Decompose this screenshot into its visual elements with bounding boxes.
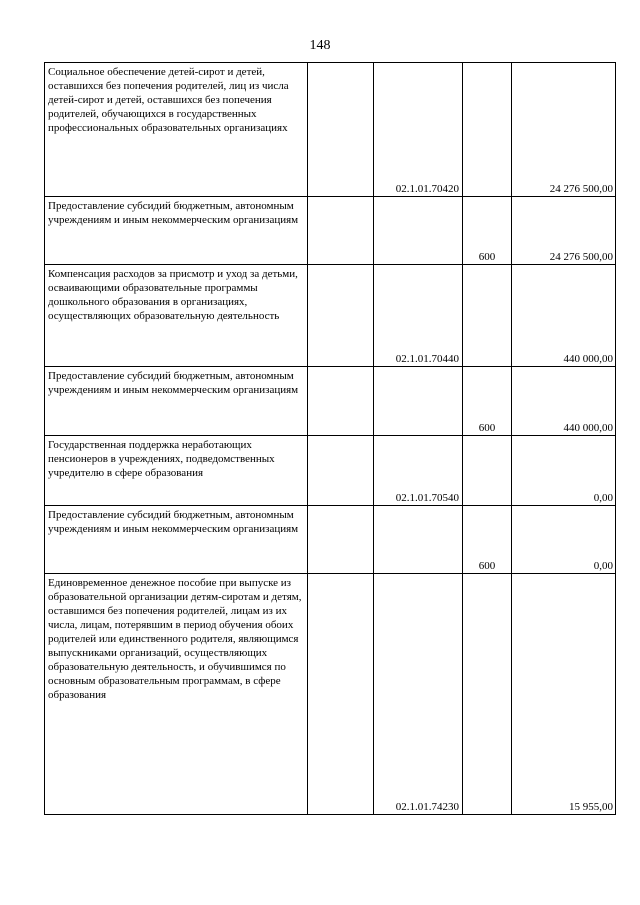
- row-amount: 0,00: [512, 506, 616, 574]
- budget-table: [44, 62, 616, 815]
- row-empty-cell: [308, 265, 374, 367]
- row-expense-type: 600: [463, 506, 512, 574]
- row-empty-cell: [308, 367, 374, 436]
- row-target-code: 02.1.01.70440: [374, 265, 463, 367]
- row-description: Предоставление субсидий бюджетным, автономным учреждениям и иным некоммерческим организациям: [45, 367, 308, 436]
- row-empty-cell: [308, 197, 374, 265]
- row-empty-cell: [308, 436, 374, 506]
- row-description: Предоставление субсидий бюджетным, автономным учреждениям и иным некоммерческим организациям: [45, 197, 308, 265]
- row-expense-type: 600: [463, 197, 512, 265]
- row-amount: 440 000,00: [512, 367, 616, 436]
- row-empty-cell: [308, 63, 374, 197]
- table-row: [45, 63, 616, 197]
- row-target-code: [374, 367, 463, 436]
- row-expense-type: [463, 574, 512, 815]
- row-description: Социальное обеспечение детей-сирот и детей, оставшихся без попечения родителей, лиц из числа детей-сирот и детей, оставшихся без попечения родителей, обучающихся в государственных профессиональных образовательных организациях: [45, 63, 308, 197]
- row-target-code: 02.1.01.70420: [374, 63, 463, 197]
- row-target-code: [374, 197, 463, 265]
- row-amount: 0,00: [512, 436, 616, 506]
- row-target-code: 02.1.01.70540: [374, 436, 463, 506]
- row-amount: 24 276 500,00: [512, 197, 616, 265]
- row-description: Компенсация расходов за присмотр и уход за детьми, осваивающими образовательные программы дошкольного образования в организациях, осуществляющих образовательную деятельность: [45, 265, 308, 367]
- row-description: Предоставление субсидий бюджетным, автономным учреждениям и иным некоммерческим организациям: [45, 506, 308, 574]
- row-expense-type: [463, 265, 512, 367]
- row-empty-cell: [308, 506, 374, 574]
- row-amount: 15 955,00: [512, 574, 616, 815]
- table-row: [45, 265, 616, 367]
- row-amount: 24 276 500,00: [512, 63, 616, 197]
- row-target-code: [374, 506, 463, 574]
- row-description: Государственная поддержка неработающих пенсионеров в учреждениях, подведомственных учредителю в сфере образования: [45, 436, 308, 506]
- row-amount: 440 000,00: [512, 265, 616, 367]
- table-row: [45, 367, 616, 436]
- row-expense-type: [463, 63, 512, 197]
- row-expense-type: 600: [463, 367, 512, 436]
- table-row: [45, 436, 616, 506]
- row-empty-cell: [308, 574, 374, 815]
- page-number: 148: [309, 38, 331, 53]
- row-description: Единовременное денежное пособие при выпуске из образовательной организации детям-сиротам и детям, оставшимся без попечения родителей, лицам из их числа, лицам, потерявшим в период обучения обоих родителей или единственного родителя, являющимся выпускниками организаций, осуществляющих образовательную деятельность, и обучившимся по основным образовательным программам, в сфере образования: [45, 574, 308, 815]
- row-expense-type: [463, 436, 512, 506]
- table-row: [45, 506, 616, 574]
- table-row: [45, 574, 616, 815]
- row-target-code: 02.1.01.74230: [374, 574, 463, 815]
- table-row: [45, 197, 616, 265]
